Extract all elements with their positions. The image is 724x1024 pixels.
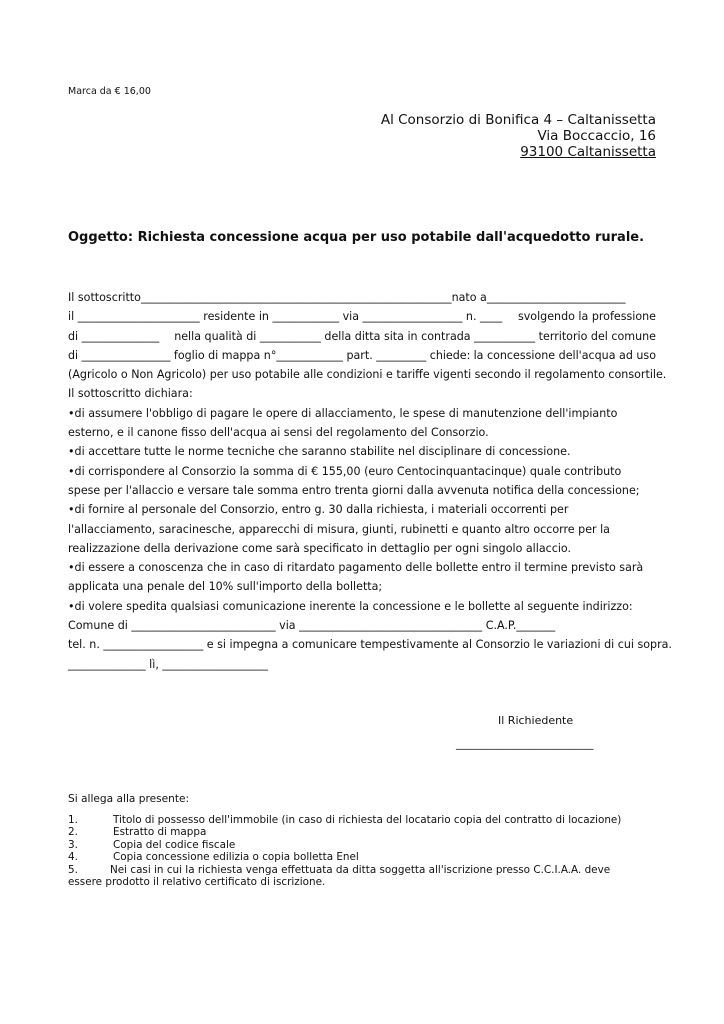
bullet-3-line-a: di corrispondere al Consorzio la somma di € 155,00 (euro Centocinquantacinque) quale contributo	[74, 464, 622, 478]
attachments-heading: Si allega alla presente:	[68, 793, 190, 805]
list-item-number: 1.	[68, 814, 78, 826]
bullet-icon: •	[68, 561, 75, 575]
list-item-text: Estratto di mappa	[113, 826, 207, 839]
subject-line	[68, 230, 644, 245]
request-body	[68, 288, 672, 674]
bullet-item-5	[68, 558, 656, 577]
bullet-5-line-a: di essere a conoscenza che in caso di ritardato pagamento delle bollette entro il termine previsto sarà	[74, 561, 644, 575]
place-date-line: ______________ lì, ___________________	[68, 657, 268, 671]
bullet-icon: •	[68, 599, 75, 613]
subject-label: Oggetto	[68, 230, 128, 245]
list-item-text: Nei casi in cui la richiesta venga effettuata da ditta soggetta all'iscrizione presso C.C.I.A.A. deve	[110, 863, 611, 876]
subject-text: : Richiesta concessione acqua per uso potabile dall'acquedotto rurale.	[127, 230, 645, 245]
bullet-4-line-b: l'allacciamento, saracinesche, apparecchi di misura, giunti, rubinetti e quanto altro occorre per la	[68, 522, 610, 536]
bullet-4-line-a: di fornire al personale del Consorzio, entro g. 30 dalla richiesta, i materiali occorrenti per	[74, 503, 569, 517]
body-line-6: Il sottoscritto dichiara:	[68, 387, 193, 401]
body-line-3	[68, 327, 656, 346]
list-item-number: 3.	[68, 838, 78, 851]
bullet-3-line-b: spese per l'allaccio e versare tale somma entro trenta giorni dalla avvenuta notifica della concessione;	[68, 483, 640, 497]
recipient-line-3: 93100 Caltanissetta	[520, 144, 656, 160]
bullet-icon: •	[68, 464, 75, 478]
bullet-icon: •	[68, 503, 75, 517]
bullet-item-4	[68, 500, 656, 519]
signature-line: _________________________	[456, 737, 594, 750]
bullet-item-1	[68, 404, 656, 423]
body-line-4a: di ________________ foglio di mappa n°____________ part. _________ chiede:	[68, 348, 471, 362]
recipient-address	[381, 112, 656, 160]
body-line-2a: il ______________________ residente in ____________ via __________________ n. ____	[68, 310, 503, 324]
body-line-3b: nella qualità di ___________ della ditta sita in contrada ___________ territorio del comune	[174, 329, 656, 343]
recipient-line-2: Via Boccaccio, 16	[537, 128, 656, 144]
list-item	[68, 839, 668, 851]
bullet-icon: •	[68, 406, 75, 420]
bullet-item-2	[68, 442, 656, 461]
list-item	[68, 826, 668, 838]
list-item-text: Copia concessione edilizia o copia bolletta Enel	[113, 851, 359, 864]
phone-field-line: tel. n. __________________ e si impegna a comunicare tempestivamente al Consorzio le variazioni di cui sopra.	[68, 638, 672, 652]
list-item	[68, 864, 668, 876]
bullet-1-line-b: esterno, e il canone fisso dell'acqua ai sensi del regolamento del Consorzio.	[68, 426, 489, 440]
body-line-3a: di ______________	[68, 329, 160, 343]
list-item-text: Titolo di possesso dell'immobile (in caso di richiesta del locatario copia del contratto di locazione)	[113, 814, 622, 826]
bullet-4-line-c: realizzazione della derivazione come sarà specificato in dettaglio per ogni singolo allaccio.	[68, 541, 572, 555]
list-item-number: 2.	[68, 826, 78, 839]
bullet-6-line-a: di volere spedita qualsiasi comunicazione inerente la concessione e le bollette al seguente indirizzo:	[74, 599, 633, 613]
list-item-number: 4.	[68, 851, 78, 864]
attachments-list	[68, 814, 668, 888]
body-line-1: Il sottoscritto________________________________________________________nato a_________________________	[68, 291, 626, 304]
signature-label: Il Richiedente	[498, 714, 574, 727]
list-item	[68, 851, 668, 863]
body-line-2	[68, 307, 656, 326]
list-item-text: Copia del codice fiscale	[113, 838, 236, 851]
recipient-line-1: Al Consorzio di Bonifica 4 – Caltanissetta	[380, 112, 656, 128]
body-line-5: (Agricolo o Non Agricolo) per uso potabile alle condizioni e tariffe vigenti secondo il regolamento consortile.	[68, 368, 667, 382]
bullet-2-text: di accettare tutte le norme tecniche che saranno stabilite nel disciplinare di concessione.	[74, 445, 571, 459]
body-line-4	[68, 346, 656, 365]
list-item-continuation: essere prodotto il relativo certificato di iscrizione.	[68, 876, 326, 889]
bullet-1-line-a: di assumere l'obbligo di pagare le opere di allacciamento, le spese di manutenzione dell'impianto	[74, 406, 618, 420]
revenue-stamp-note: Marca da € 16,00	[68, 86, 151, 97]
address-fields-line: Comune di __________________________ via _________________________________ C.A.P._______	[68, 619, 556, 633]
body-line-4b: la concessione dell'acqua ad uso	[473, 348, 656, 362]
bullet-5-line-b: applicata una penale del 10% sull'importo della bolletta;	[68, 580, 383, 594]
list-item	[68, 814, 668, 826]
body-line-2b: svolgendo la professione	[517, 310, 656, 324]
bullet-item-6	[68, 597, 656, 616]
bullet-icon: •	[68, 445, 75, 459]
bullet-item-3	[68, 462, 656, 481]
list-item-number: 5.	[68, 863, 78, 876]
